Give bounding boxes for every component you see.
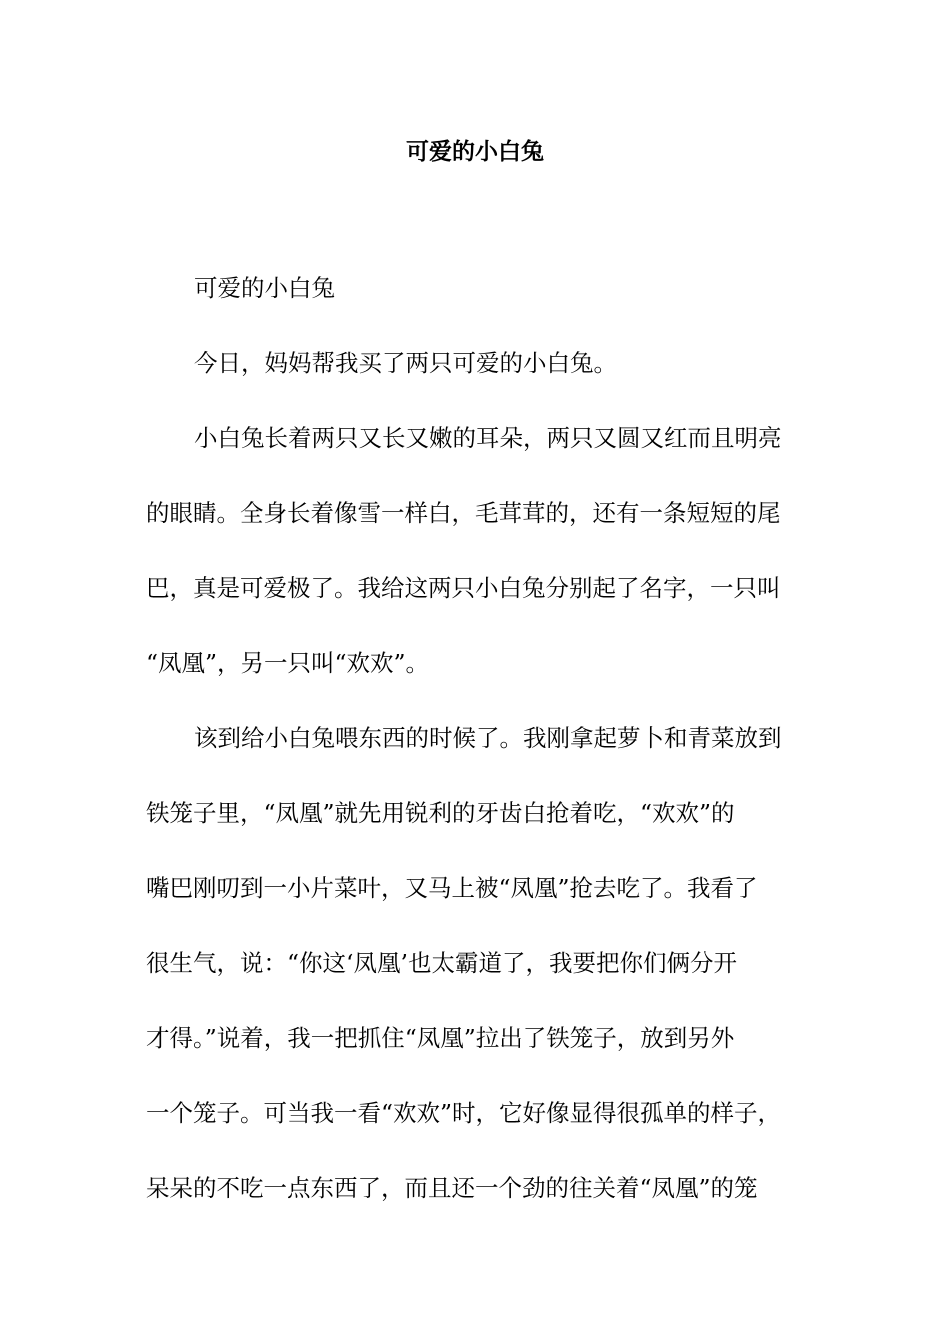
paragraph-line: 铁笼子里，“凤凰”就先用锐利的牙齿白抢着吃，“欢欢”的 (146, 799, 735, 827)
paragraph-line: 该到给小白兔喂东西的时候了。我刚拿起萝卜和青菜放到 (194, 724, 782, 752)
paragraph-line: 今日，妈妈帮我买了两只可爱的小白兔。 (194, 349, 617, 377)
paragraph-line: “凤凰”，另一只叫“欢欢”。 (146, 649, 430, 677)
paragraph-line: 呆呆的不吃一点东西了，而且还一个劲的往关着“凤凰”的笼 (146, 1174, 758, 1202)
document-title: 可爱的小白兔 (406, 139, 544, 165)
paragraph-line: 很生气，说：“你这‘凤凰’也太霸道了，我要把你们俩分开 (146, 949, 737, 977)
paragraph-line: 巴，真是可爱极了。我给这两只小白兔分别起了名字，一只叫 (146, 574, 781, 602)
paragraph-line: 才得。”说着，我一把抓住“凤凰”拉出了铁笼子，放到另外 (146, 1024, 735, 1052)
paragraph-line: 小白兔长着两只又长又嫩的耳朵，两只又圆又红而且明亮 (194, 424, 782, 452)
paragraph-line: 的眼睛。全身长着像雪一样白，毛茸茸的，还有一条短短的尾 (146, 499, 781, 527)
paragraph-line: 可爱的小白兔 (194, 274, 335, 302)
document-body (146, 251, 836, 1226)
paragraph-line: 一个笼子。可当我一看“欢欢”时，它好像显得很孤单的样子， (146, 1099, 782, 1127)
paragraph-line: 嘴巴刚叨到一小片菜叶，又马上被“凤凰”抢去吃了。我看了 (146, 874, 758, 902)
